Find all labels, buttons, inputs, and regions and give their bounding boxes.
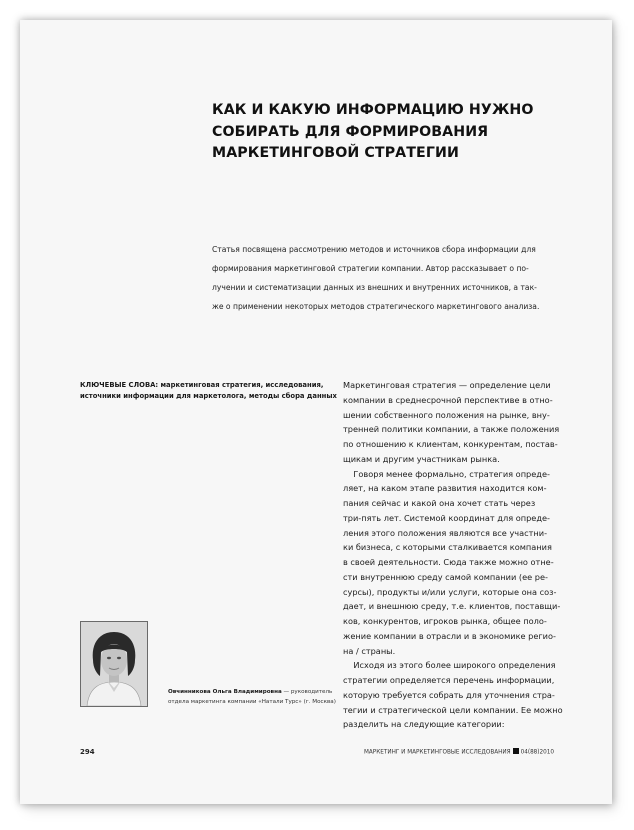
body-line: ков, конкурентов, игроков рынка, общее поло- [343,616,547,626]
article-body [343,378,593,732]
keywords-line: источники информации для маркетолога, методы сбора данных [80,392,337,400]
page-number: 294 [80,748,95,756]
body-line: стратегии определяется перечень информации, [343,675,555,685]
author-portrait-image [81,622,147,706]
journal-name: МАРКЕТИНГ И МАРКЕТИНГОВЫЕ ИССЛЕДОВАНИЯ [364,749,511,756]
body-line: ки бизнеса, с которыми сталкивается компания [343,542,552,553]
body-line: компании в среднесрочной перспективе в отно- [343,394,553,405]
body-line: разделить на следующие категории: [343,719,505,730]
author-caption [168,687,348,707]
body-line: ления этого положения являются все участни- [343,527,548,538]
author-line-1 [168,687,348,697]
body-line: ляет, на каком этапе развития находится ком- [343,483,547,494]
body-line: тегии и стратегической цели компании. Ее можно [343,704,563,715]
body-line: Говоря менее формально, стратегия опреде- [343,468,550,479]
running-footer [364,748,588,758]
journal-issue: 04(88)2010 [520,749,554,756]
square-bullet-icon [513,748,519,754]
author-name: Овчинникова Ольга Владимировна [168,689,282,695]
article-title [212,100,572,165]
magazine-page [20,20,612,804]
abstract-line: же о применении некоторых методов стратегического маркетингового анализа. [212,302,540,311]
abstract-line: формирования маркетинговой стратегии компании. Автор рассказывает о по- [212,264,529,273]
body-line: щикам и другим участникам рынка. [343,453,500,464]
body-line: в своей деятельности. Сюда также можно отне- [343,557,554,567]
author-affiliation: отдела маркетинга компании «Натали Турс» (г. Москва) [168,699,336,705]
body-line: три-пять лет. Системой координат для опреде- [343,512,550,523]
body-line: на / страны. [343,645,396,656]
body-line: шении собственного положения на рынке, вну- [343,409,550,420]
body-line: по отношению к клиентам, конкурентам, постав- [343,439,558,449]
title-line: КАК И КАКУЮ ИНФОРМАЦИЮ НУЖНО [212,102,534,118]
article-abstract [212,240,584,316]
body-line: Маркетинговая стратегия — определение цели [343,380,551,390]
abstract-line: лучении и систематизации данных из внешних и внутренних источников, а так- [212,283,537,292]
author-role: — руководитель [281,689,333,695]
body-line: Исходя из этого более широкого определения [343,660,556,671]
body-line: сти внутреннюю среду самой компании (ее ре- [343,571,548,582]
author-photo [80,621,148,707]
body-line: сурсы), продукты и/или услуги, которые она соз- [343,586,557,597]
body-line: тренней политики компании, а также положения [343,424,560,435]
keywords-line: КЛЮЧЕВЫЕ СЛОВА: маркетинговая стратегия, исследования, [80,381,324,389]
body-line: жение компании в отрасли и в экономике регио- [343,630,556,641]
title-line: МАРКЕТИНГОВОЙ СТРАТЕГИИ [212,145,459,161]
title-line: СОБИРАТЬ ДЛЯ ФОРМИРОВАНИЯ [212,123,489,140]
body-line: дает, и внешнюю среду, т.е. клиентов, поставщи- [343,601,561,612]
abstract-line: Статья посвящена рассмотрению методов и источников сбора информации для [212,245,536,254]
body-line: пания сейчас и какой она хочет стать через [343,498,536,508]
body-line: которую требуется собрать для уточнения стра- [343,689,555,700]
keywords [80,380,337,402]
